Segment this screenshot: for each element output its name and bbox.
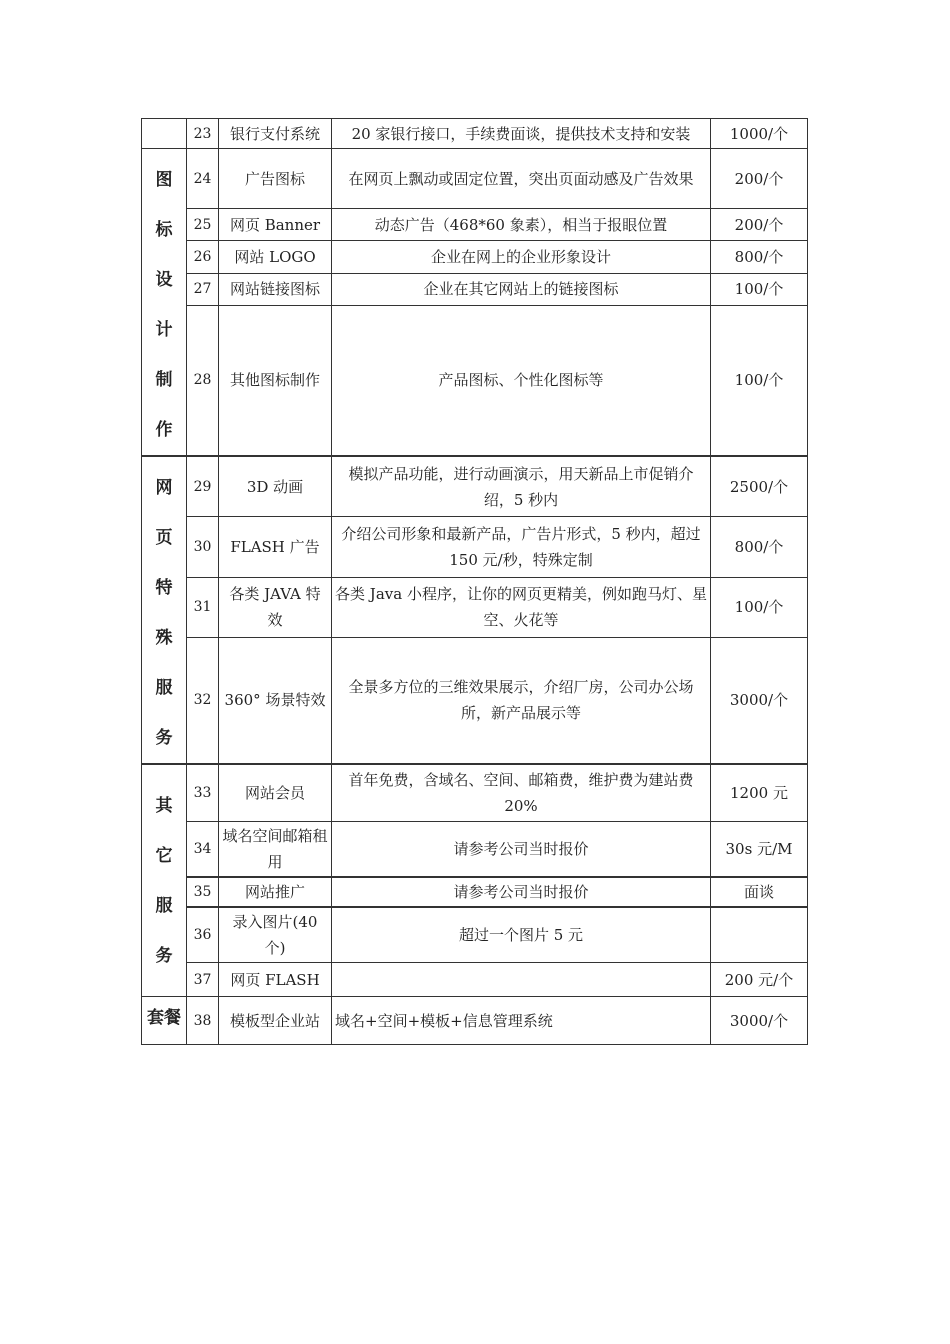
item-price: 1200 元: [711, 764, 808, 821]
category-char: 它: [155, 846, 173, 866]
item-name: 域名空间邮箱租用: [219, 821, 332, 877]
category-special-service: [142, 456, 187, 764]
item-description: 全景多方位的三维效果展示，介绍厂房，公司办公场所，新产品展示等: [332, 637, 711, 764]
table-row: [142, 149, 808, 209]
table-row: [142, 456, 808, 517]
row-number: 29: [187, 456, 219, 517]
row-number: 38: [187, 997, 219, 1045]
table-row: [142, 273, 808, 305]
item-description: 模拟产品功能，进行动画演示，用天新品上市促销介绍，5 秒内: [332, 456, 711, 517]
item-price: 200 元/个: [711, 963, 808, 997]
category-char: 标: [155, 220, 173, 240]
item-price: 3000/个: [711, 997, 808, 1045]
item-name: 其他图标制作: [219, 305, 332, 456]
item-name: 网页 FLASH: [219, 963, 332, 997]
item-description: 请参考公司当时报价: [332, 821, 711, 877]
item-description: 介绍公司形象和最新产品，广告片形式，5 秒内，超过 150 元/秒，特殊定制: [332, 517, 711, 578]
row-number: 32: [187, 637, 219, 764]
category-char: 服: [155, 896, 173, 916]
table-row: [142, 821, 808, 877]
row-number: 31: [187, 577, 219, 637]
table-row: [142, 517, 808, 578]
item-name: 网站推广: [219, 877, 332, 907]
item-price: 3000/个: [711, 637, 808, 764]
row-number: 37: [187, 963, 219, 997]
item-price: 100/个: [711, 577, 808, 637]
item-description: 动态广告（468*60 象素），相当于报眼位置: [332, 209, 711, 241]
item-name: 广告图标: [219, 149, 332, 209]
item-price: 800/个: [711, 517, 808, 578]
item-description: 产品图标、个性化图标等: [332, 305, 711, 456]
item-name: 网页 Banner: [219, 209, 332, 241]
category-char: 殊: [155, 628, 173, 648]
table-row: [142, 963, 808, 997]
row-number: 35: [187, 877, 219, 907]
category-char: 其: [155, 796, 173, 816]
item-description: 企业在网上的企业形象设计: [332, 241, 711, 273]
item-description: 20 家银行接口，手续费面谈，提供技术支持和安装: [332, 119, 711, 149]
table-row: [142, 997, 808, 1045]
item-price: 1000/个: [711, 119, 808, 149]
item-description: 首年免费，含域名、空间、邮箱费，维护费为建站费 20%: [332, 764, 711, 821]
item-price: 200/个: [711, 209, 808, 241]
category-empty-cell: [142, 119, 187, 149]
row-number: 26: [187, 241, 219, 273]
item-name: 各类 JAVA 特效: [219, 577, 332, 637]
item-price: 200/个: [711, 149, 808, 209]
item-price: 面谈: [711, 877, 808, 907]
item-name: 360° 场景特效: [219, 637, 332, 764]
table-row: [142, 877, 808, 907]
table-row: [142, 764, 808, 821]
table-row: [142, 209, 808, 241]
category-char: 计: [155, 320, 173, 340]
item-name: 3D 动画: [219, 456, 332, 517]
item-price: 30s 元/M: [711, 821, 808, 877]
item-name: FLASH 广告: [219, 517, 332, 578]
item-description: 域名+空间+模板+信息管理系统: [332, 997, 711, 1045]
category-char: 制: [155, 370, 173, 390]
row-number: 30: [187, 517, 219, 578]
category-char: 网: [155, 478, 173, 498]
table-row: [142, 241, 808, 273]
item-name: 银行支付系统: [219, 119, 332, 149]
row-number: 34: [187, 821, 219, 877]
category-other-service: [142, 764, 187, 997]
table-row: [142, 637, 808, 764]
item-price: 2500/个: [711, 456, 808, 517]
item-price: 800/个: [711, 241, 808, 273]
item-price: 100/个: [711, 273, 808, 305]
table-row: [142, 119, 808, 149]
row-number: 23: [187, 119, 219, 149]
item-price: 100/个: [711, 305, 808, 456]
category-char: 图: [155, 170, 173, 190]
item-description: 超过一个图片 5 元: [332, 907, 711, 963]
category-char: 设: [155, 270, 173, 290]
table-row: [142, 305, 808, 456]
category-icon-design: [142, 149, 187, 457]
item-name: 网站 LOGO: [219, 241, 332, 273]
category-char: 特: [155, 578, 173, 598]
item-name: 录入图片(40 个): [219, 907, 332, 963]
category-char: 服: [155, 678, 173, 698]
item-description: [332, 963, 711, 997]
item-description: 各类 Java 小程序，让你的网页更精美，例如跑马灯、星空、火花等: [332, 577, 711, 637]
item-price: [711, 907, 808, 963]
item-description: 在网页上飘动或固定位置，突出页面动感及广告效果: [332, 149, 711, 209]
row-number: 28: [187, 305, 219, 456]
category-package: 套餐: [142, 997, 187, 1045]
row-number: 24: [187, 149, 219, 209]
table-row: [142, 577, 808, 637]
item-name: 网站链接图标: [219, 273, 332, 305]
item-name: 模板型企业站: [219, 997, 332, 1045]
row-number: 33: [187, 764, 219, 821]
price-table: [141, 118, 808, 1045]
category-char: 页: [155, 528, 173, 548]
item-description: 请参考公司当时报价: [332, 877, 711, 907]
item-description: 企业在其它网站上的链接图标: [332, 273, 711, 305]
table-row: [142, 907, 808, 963]
category-char: 作: [155, 420, 173, 440]
row-number: 36: [187, 907, 219, 963]
row-number: 25: [187, 209, 219, 241]
row-number: 27: [187, 273, 219, 305]
category-char: 务: [155, 946, 173, 966]
category-char: 务: [155, 728, 173, 748]
item-name: 网站会员: [219, 764, 332, 821]
